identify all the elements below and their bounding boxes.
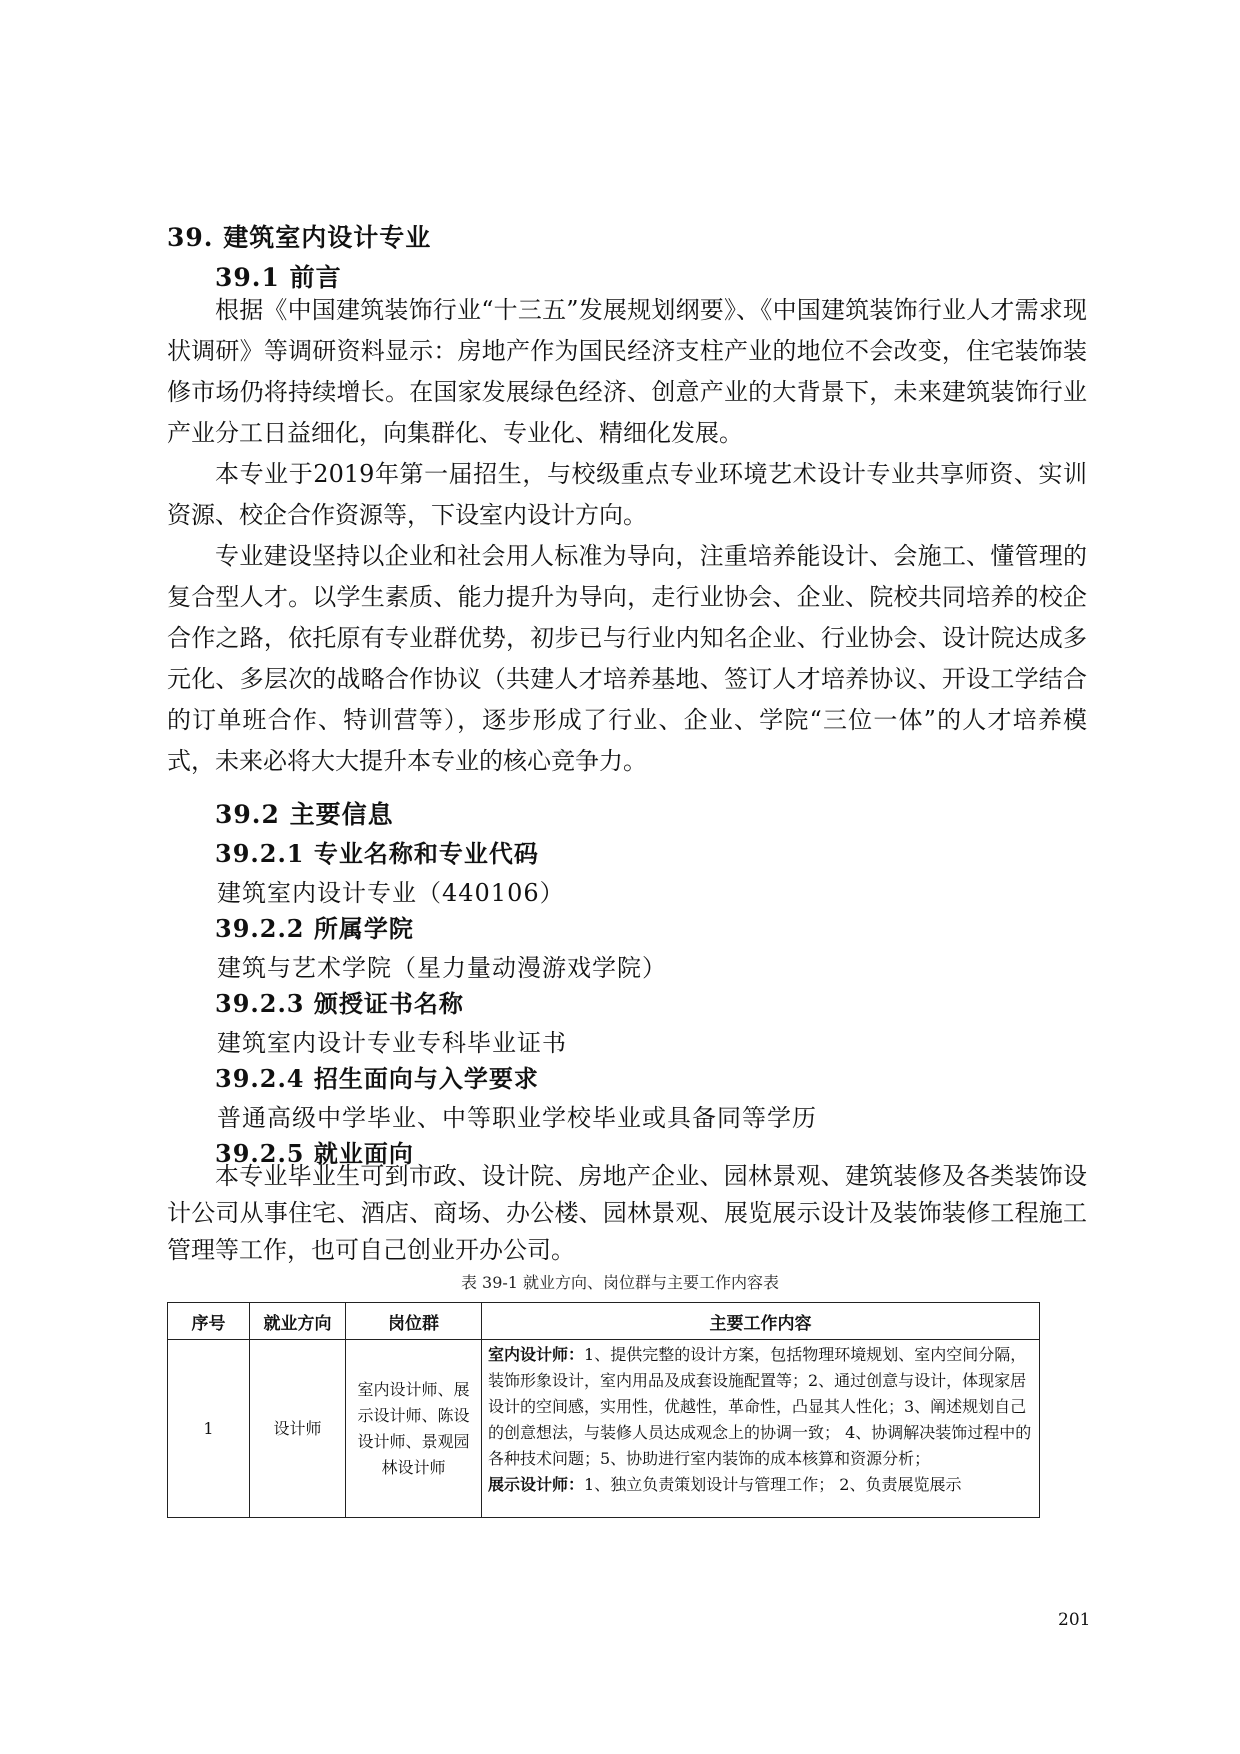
header-direction: 就业方向 — [250, 1303, 346, 1340]
page-number: 201 — [1058, 1610, 1091, 1630]
info-heading: 39.2 主要信息 — [215, 800, 394, 829]
role-interior-designer-duties: 1、提供完整的设计方案，包括物理环境规划、室内空间分隔，装饰形象设计，室内用品及成套设施配置等；2、通过创意与设计，体现家居设计的空间感，实用性，优越性，革命性，凸显其人性化；3、阐述规划自己的创意想法，与装修人员达成观念上的协调一致； 4、协调解决装饰过程中的各种技术问题；5、协助进行室内装饰的成本核算和资源分析； — [488, 1345, 1032, 1468]
cert-value: 建筑室内设计专业专科毕业证书 — [217, 1029, 567, 1057]
cell-content — [482, 1340, 1040, 1518]
code-value: 建筑室内设计专业（440106） — [217, 879, 565, 907]
college-heading: 39.2.2 所属学院 — [215, 914, 414, 943]
college-value: 建筑与艺术学院（星力量动漫游戏学院） — [217, 954, 667, 982]
cert-heading: 39.2.3 颁授证书名称 — [215, 989, 464, 1018]
header-positions: 岗位群 — [346, 1303, 482, 1340]
table-header-row — [168, 1303, 1040, 1340]
cell-positions: 室内设计师、展示设计师、陈设设计师、景观园林设计师 — [346, 1340, 482, 1518]
intro-paragraph-1: 根据《中国建筑装饰行业“十三五”发展规划纲要》、《中国建筑装饰行业人才需求现状调研》等调研资料显示：房地产作为国民经济支柱产业的地位不会改变，住宅装饰装修市场仍将持续增长。在国家发展绿色经济、创意产业的大背景下，未来建筑装饰行业产业分工日益细化，向集群化、专业化、精细化发展。 — [167, 296, 1087, 447]
intro-paragraph-2: 本专业于2019年第一届招生，与校级重点专业环境艺术设计专业共享师资、实训资源、校企合作资源等，下设室内设计方向。 — [167, 460, 1087, 529]
role-display-designer-duties: 1、独立负责策划设计与管理工作； 2、负责展览展示 — [584, 1475, 962, 1494]
enroll-heading: 39.2.4 招生面向与入学要求 — [215, 1064, 539, 1093]
cell-direction: 设计师 — [250, 1340, 346, 1518]
enroll-value: 普通高级中学毕业、中等职业学校毕业或具备同等学历 — [217, 1104, 817, 1132]
cell-no: 1 — [168, 1340, 250, 1518]
table-caption: 表 39-1 就业方向、岗位群与主要工作内容表 — [460, 1273, 780, 1292]
code-heading: 39.2.1 专业名称和专业代码 — [215, 839, 539, 868]
intro-heading: 39.1 前言 — [215, 263, 342, 292]
jobs-table — [167, 1302, 1040, 1518]
table-row — [168, 1340, 1040, 1518]
header-content: 主要工作内容 — [482, 1303, 1040, 1340]
employ-heading: 39.2.5 就业面向 — [215, 1139, 414, 1168]
role-display-designer: 展示设计师： — [488, 1475, 585, 1494]
header-no: 序号 — [168, 1303, 250, 1340]
employ-paragraph: 本专业毕业生可到市政、设计院、房地产企业、园林景观、建筑装修及各类装饰设计公司从事住宅、酒店、商场、办公楼、园林景观、展览展示设计及装饰装修工程施工管理等工作，也可自己创业开办公司。 — [167, 1162, 1087, 1264]
intro-paragraph-3: 专业建设坚持以企业和社会用人标准为导向，注重培养能设计、会施工、懂管理的复合型人才。以学生素质、能力提升为导向，走行业协会、企业、院校共同培养的校企合作之路，依托原有专业群优势，初步已与行业内知名企业、行业协会、设计院达成多元化、多层次的战略合作协议（共建人才培养基地、签订人才培养协议、开设工学结合的订单班合作、特训营等），逐步形成了行业、企业、学院“三位一体”的人才培养模式，未来必将大大提升本专业的核心竞争力。 — [167, 542, 1087, 775]
role-interior-designer: 室内设计师： — [488, 1345, 585, 1364]
section-title: 39. 建筑室内设计专业 — [167, 223, 432, 252]
